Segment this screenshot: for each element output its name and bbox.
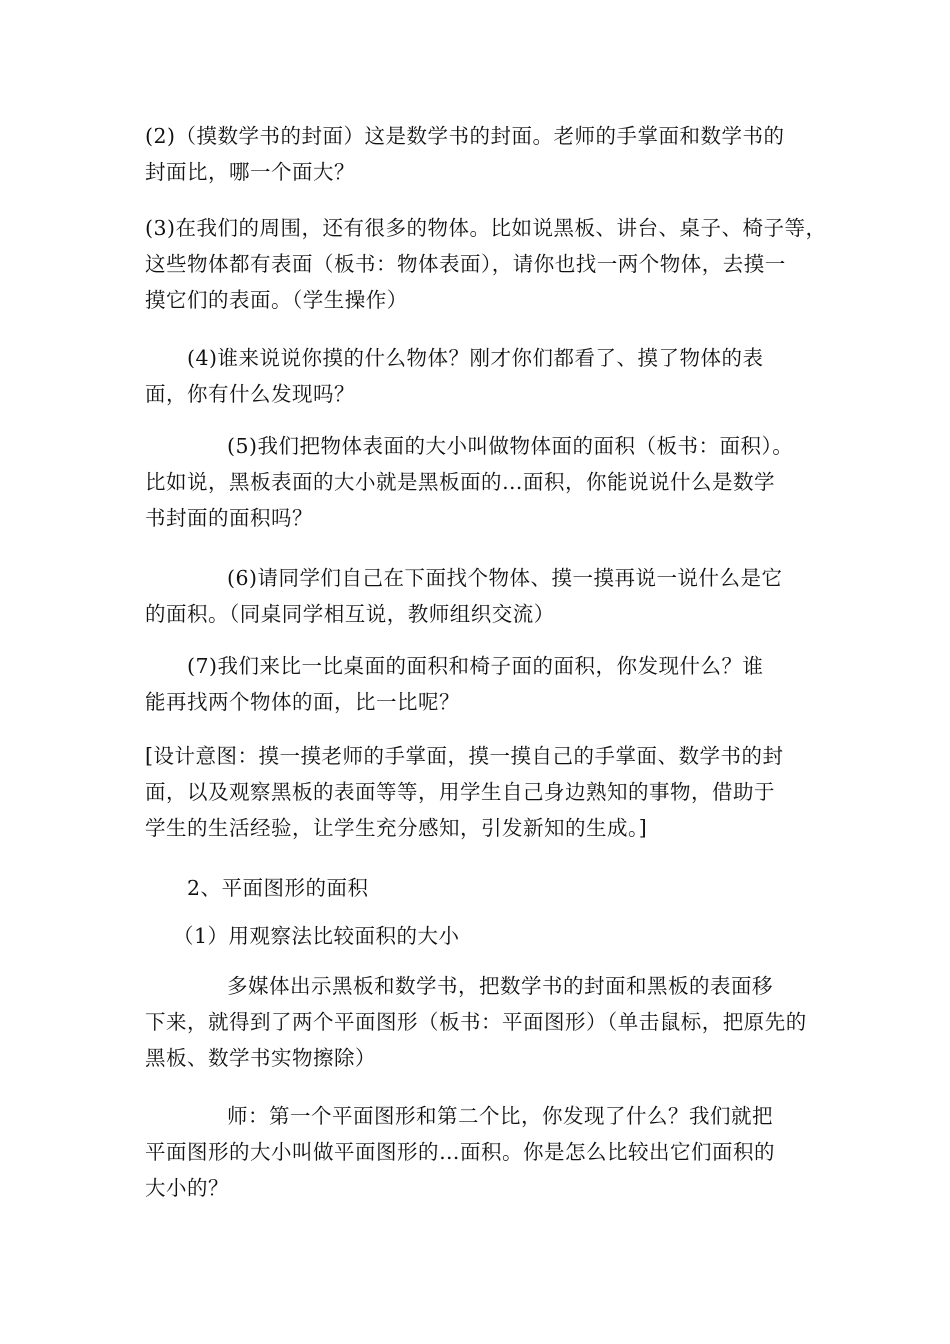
paragraph-teacher — [145, 1098, 810, 1206]
text-line: (6)请同学们自己在下面找个物体、摸一摸再说一说什么是它 — [227, 566, 783, 590]
text-line: 黑板、数学书实物擦除） — [145, 1046, 376, 1070]
text-line: (7)我们来比一比桌面的面积和椅子面的面积，你发现什么？谁 — [187, 654, 764, 678]
text-line: 的面积。（同桌同学相互说，教师组织交流） — [145, 602, 555, 626]
paragraph-6 — [145, 560, 810, 632]
text-line: 面，以及观察黑板的表面等等，用学生自己身边熟知的事物，借助于 — [145, 780, 775, 804]
paragraph-5 — [145, 428, 810, 536]
text-line: 多媒体出示黑板和数学书，把数学书的封面和黑板的表面移 — [227, 974, 773, 998]
text-line: 摸它们的表面。（学生操作） — [145, 288, 408, 312]
text-line: 师：第一个平面图形和第二个比，你发现了什么？我们就把 — [227, 1104, 773, 1128]
text-line: (4)谁来说说你摸的什么物体？刚才你们都看了、摸了物体的表 — [187, 346, 764, 370]
text-line: 学生的生活经验，让学生充分感知，引发新知的生成。] — [145, 816, 648, 840]
section-heading — [145, 870, 810, 906]
text-line: 大小的？ — [145, 1176, 229, 1200]
paragraph-2 — [145, 118, 810, 190]
text-line: (5)我们把物体表面的大小叫做物体面的面积（板书：面积）。 — [227, 434, 794, 458]
text-line: (2)（摸数学书的封面）这是数学书的封面。老师的手掌面和数学书的 — [145, 124, 785, 148]
text-line: 平面图形的大小叫做平面图形的…面积。你是怎么比较出它们面积的 — [145, 1140, 775, 1164]
text-line: [设计意图：摸一摸老师的手掌面，摸一摸自己的手掌面、数学书的封 — [145, 744, 784, 768]
design-intent-note — [145, 738, 810, 846]
text-line: 封面比，哪一个面大？ — [145, 160, 355, 184]
text-line: 下来，就得到了两个平面图形（板书：平面图形）（单击鼠标，把原先的 — [145, 1010, 807, 1034]
text-line: 面，你有什么发现吗？ — [145, 382, 355, 406]
heading-text: 2、平面图形的面积 — [187, 876, 369, 900]
heading-text: （1）用观察法比较面积的大小 — [173, 924, 460, 948]
paragraph-media — [145, 968, 810, 1076]
text-line: (3)在我们的周围，还有很多的物体。比如说黑板、讲台、桌子、椅子等， — [145, 216, 827, 240]
paragraph-7 — [145, 648, 810, 720]
paragraph-4 — [145, 340, 810, 412]
text-line: 书封面的面积吗？ — [145, 506, 313, 530]
text-line: 能再找两个物体的面，比一比呢？ — [145, 690, 460, 714]
paragraph-3 — [145, 210, 827, 318]
text-line: 这些物体都有表面（板书：物体表面），请你也找一两个物体，去摸一 — [145, 252, 786, 276]
text-line: 比如说，黑板表面的大小就是黑板面的…面积，你能说说什么是数学 — [145, 470, 775, 494]
subsection-heading — [145, 918, 810, 954]
